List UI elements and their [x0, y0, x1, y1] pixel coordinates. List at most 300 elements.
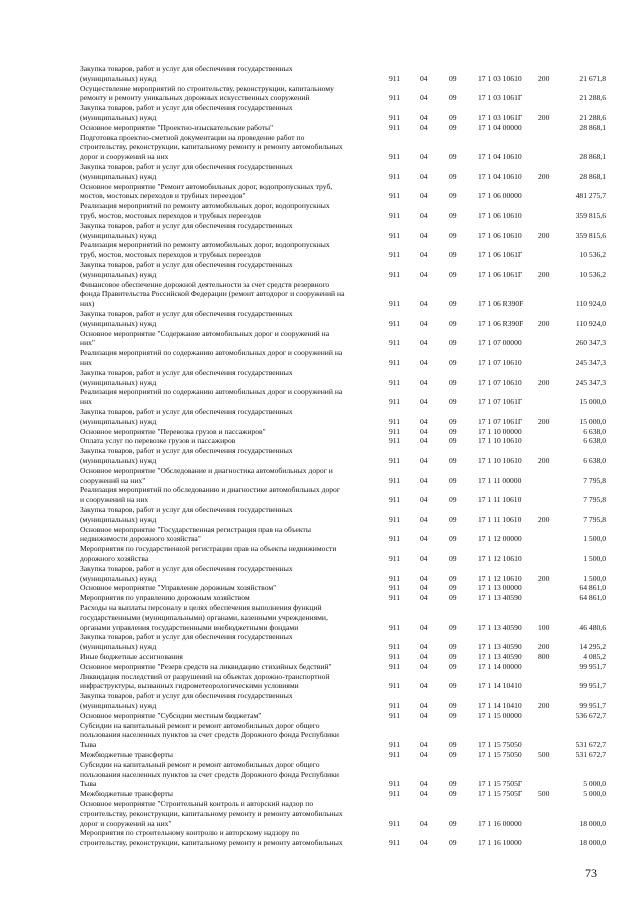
subsection-code: 09: [449, 426, 457, 436]
expense-type: 200: [538, 318, 550, 328]
section-code: 04: [420, 553, 428, 563]
target-article: 17 1 13 40590: [478, 652, 522, 661]
section-code: 04: [420, 269, 428, 279]
amount: 531 672,7: [575, 740, 606, 750]
admin-code: 911: [389, 318, 401, 328]
row-name-line: (муниципальных) нужд: [80, 377, 157, 387]
table-row: [0, 583, 640, 593]
table-row: [0, 799, 640, 828]
amount: 531 672,7: [575, 750, 606, 759]
target-article: 17 1 13 40590: [478, 642, 522, 652]
admin-code: 911: [389, 191, 401, 201]
subsection-code: 09: [449, 416, 457, 426]
section-code: 04: [420, 514, 428, 524]
row-name-line: Реализация мероприятий по ремонту автомобильных дорог, водопропускных: [80, 201, 330, 211]
amount: 28 868,1: [579, 171, 606, 181]
amount: 1 500,0: [583, 573, 606, 583]
target-article: 17 1 15 7505Г: [478, 779, 523, 789]
target-article: 17 1 13 40590: [478, 622, 522, 632]
target-article: 17 1 06 1061Г: [478, 250, 523, 260]
row-name-line: них: [80, 357, 92, 367]
table-row: [0, 466, 640, 486]
row-name: [80, 485, 380, 505]
table-row: [0, 672, 640, 692]
table-row: [0, 525, 640, 545]
row-name-line: Подготовка проектно-сметной документации на проведение работ по: [80, 132, 305, 142]
target-article: 17 1 12 00000: [478, 534, 522, 544]
row-name: [80, 525, 380, 545]
amount: 64 861,0: [579, 583, 606, 593]
target-article: 17 1 14 10410: [478, 681, 522, 691]
amount: 28 868,1: [579, 122, 606, 132]
row-name: [80, 583, 380, 593]
expense-type: 200: [538, 514, 550, 524]
row-name: [80, 64, 380, 84]
target-article: 17 1 13 00000: [478, 583, 522, 593]
section-code: 04: [420, 357, 428, 367]
amount: 18 000,0: [579, 818, 606, 828]
row-name-line: Ликвидация последствий от разрушений на объектах дорожно-транспортной: [80, 671, 330, 681]
subsection-code: 09: [449, 700, 457, 710]
admin-code: 911: [389, 838, 401, 848]
row-name-line: органами управления государственными внебюджетными фондами: [80, 622, 299, 632]
row-name-line: (муниципальных) нужд: [80, 269, 157, 279]
expense-type: 200: [538, 112, 550, 122]
amount: 99 951,7: [579, 700, 606, 710]
table-row: [0, 632, 640, 652]
table-row: [0, 162, 640, 182]
admin-code: 911: [389, 122, 401, 132]
target-article: 17 1 16 10000: [478, 838, 522, 848]
row-name: [80, 123, 380, 133]
section-code: 04: [420, 642, 428, 652]
row-name-line: государственными (муниципальными) органами, казенными учреждениями,: [80, 612, 328, 622]
table-row: [0, 485, 640, 505]
admin-code: 911: [389, 377, 401, 387]
row-name-line: Основное мероприятие "Проектно-изыскательские работы": [80, 122, 274, 132]
expense-type: 200: [538, 269, 550, 279]
target-article: 17 1 03 1061Г: [478, 112, 523, 122]
row-name-line: Основное мероприятие "Перевозка грузов и пассажиров": [80, 426, 266, 436]
admin-code: 911: [389, 210, 401, 220]
row-name-line: Закупка товаров, работ и услуг для обеспечения государственных: [80, 563, 293, 573]
target-article: 17 1 15 7505Г: [478, 789, 523, 799]
section-code: 04: [420, 779, 428, 789]
row-name-line: строительству, реконструкции, капитальному ремонту и ремонту автомобильных: [80, 838, 343, 848]
admin-code: 911: [389, 710, 401, 720]
target-article: 17 1 07 00000: [478, 338, 522, 348]
row-name: [80, 280, 380, 309]
admin-code: 911: [389, 171, 401, 181]
section-code: 04: [420, 112, 428, 122]
target-article: 17 1 06 1061Г: [478, 269, 523, 279]
expense-type: 200: [538, 642, 550, 652]
amount: 110 924,0: [575, 299, 606, 309]
subsection-code: 09: [449, 357, 457, 367]
amount: 1 500,0: [583, 534, 606, 544]
row-name-line: них": [80, 338, 96, 348]
admin-code: 911: [389, 73, 401, 83]
target-article: 17 1 04 10610: [478, 152, 522, 162]
section-code: 04: [420, 397, 428, 407]
row-name: [80, 348, 380, 368]
table-row: [0, 201, 640, 221]
row-name-line: (муниципальных) нужд: [80, 573, 157, 583]
admin-code: 911: [389, 700, 401, 710]
target-article: 17 1 14 10410: [478, 700, 522, 710]
row-name: [80, 133, 380, 162]
admin-code: 911: [389, 514, 401, 524]
row-name-line: Основное мероприятие "Государственная регистрация прав на объекты: [80, 524, 311, 534]
subsection-code: 09: [449, 436, 457, 446]
amount: 359 815,6: [575, 210, 606, 220]
amount: 14 295,2: [579, 642, 606, 652]
admin-code: 911: [389, 299, 401, 309]
expense-type: 200: [538, 573, 550, 583]
row-name: [80, 182, 380, 202]
row-name: [80, 672, 380, 692]
subsection-code: 09: [449, 642, 457, 652]
row-name-line: Реализация мероприятий по обследованию и диагностике автомобильных дорог: [80, 485, 340, 495]
admin-code: 911: [389, 357, 401, 367]
amount: 110 924,0: [575, 318, 606, 328]
expense-type: 200: [538, 377, 550, 387]
row-name-line: труб, мостов, мостовых переходов и трубных переездов: [80, 250, 261, 260]
section-code: 04: [420, 152, 428, 162]
row-name: [80, 407, 380, 427]
table-row: [0, 750, 640, 760]
amount: 99 951,7: [579, 681, 606, 691]
amount: 6 638,0: [583, 436, 606, 446]
row-name-line: Оплата услуг по перевозке грузов и пассажиров: [80, 436, 236, 446]
row-name-line: Иные бюджетные ассигнования: [80, 652, 183, 661]
subsection-code: 09: [449, 573, 457, 583]
row-name-line: Тыва: [80, 779, 97, 789]
admin-code: 911: [389, 583, 401, 593]
amount: 5 000,0: [583, 779, 606, 789]
row-name-line: Основное мероприятие "Резерв средств на ликвидацию стихийных бедствий": [80, 661, 332, 671]
row-name: [80, 632, 380, 652]
subsection-code: 09: [449, 593, 457, 603]
amount: 481 275,7: [575, 191, 606, 201]
row-name: [80, 799, 380, 828]
admin-code: 911: [389, 230, 401, 240]
amount: 15 000,0: [579, 416, 606, 426]
row-name: [80, 329, 380, 349]
row-name-line: Мероприятия по управлению дорожным хозяйством: [80, 593, 250, 603]
row-name-line: (муниципальных) нужд: [80, 416, 157, 426]
section-code: 04: [420, 583, 428, 593]
section-code: 04: [420, 416, 428, 426]
expense-type: 200: [538, 700, 550, 710]
table-row: [0, 691, 640, 711]
subsection-code: 09: [449, 397, 457, 407]
subsection-code: 09: [449, 171, 457, 181]
expense-type: 200: [538, 230, 550, 240]
row-name: [80, 162, 380, 182]
subsection-code: 09: [449, 112, 457, 122]
section-code: 04: [420, 622, 428, 632]
row-name-line: Межбюджетные трансферты: [80, 750, 173, 759]
row-name-line: (муниципальных) нужд: [80, 230, 157, 240]
section-code: 04: [420, 750, 428, 759]
subsection-code: 09: [449, 681, 457, 691]
amount: 7 795,8: [583, 495, 606, 505]
table-row: [0, 721, 640, 750]
table-row: [0, 564, 640, 584]
target-article: 17 1 15 75050: [478, 740, 522, 750]
amount: 10 536,2: [579, 269, 606, 279]
admin-code: 911: [389, 779, 401, 789]
target-article: 17 1 07 10610: [478, 377, 522, 387]
subsection-code: 09: [449, 210, 457, 220]
admin-code: 911: [389, 740, 401, 750]
target-article: 17 1 10 00000: [478, 426, 522, 436]
row-name-line: фонда Правительства Российской Федерации (ремонт автодорог и сооружений на: [80, 289, 345, 299]
row-name-line: (муниципальных) нужд: [80, 455, 157, 465]
amount: 536 672,7: [575, 710, 606, 720]
section-code: 04: [420, 700, 428, 710]
admin-code: 911: [389, 455, 401, 465]
section-code: 04: [420, 475, 428, 485]
row-name: [80, 760, 380, 789]
row-name-line: Закупка товаров, работ и услуг для обеспечения государственных: [80, 162, 293, 171]
target-article: 17 1 06 10610: [478, 230, 522, 240]
admin-code: 911: [389, 789, 401, 799]
subsection-code: 09: [449, 838, 457, 848]
section-code: 04: [420, 593, 428, 603]
subsection-code: 09: [449, 250, 457, 260]
table-row: [0, 309, 640, 329]
row-name-line: пользования населенных пунктов за счет средств Дорожного фонда Республики: [80, 769, 339, 779]
admin-code: 911: [389, 553, 401, 563]
row-name-line: Расходы на выплаты персоналу в целях обеспечения выполнения функций: [80, 603, 322, 612]
row-name: [80, 103, 380, 123]
section-code: 04: [420, 426, 428, 436]
table-row: [0, 427, 640, 437]
table-row: [0, 505, 640, 525]
table-row: [0, 387, 640, 407]
table-row: [0, 240, 640, 260]
admin-code: 911: [389, 642, 401, 652]
subsection-code: 09: [449, 73, 457, 83]
row-name-line: дорог и сооружений на них: [80, 152, 169, 162]
admin-code: 911: [389, 652, 401, 661]
table-row: [0, 662, 640, 672]
admin-code: 911: [389, 534, 401, 544]
admin-code: 911: [389, 416, 401, 426]
subsection-code: 09: [449, 495, 457, 505]
subsection-code: 09: [449, 191, 457, 201]
admin-code: 911: [389, 573, 401, 583]
admin-code: 911: [389, 152, 401, 162]
row-name-line: Закупка товаров, работ и услуг для обеспечения государственных: [80, 632, 293, 642]
subsection-code: 09: [449, 152, 457, 162]
target-article: 17 1 15 00000: [478, 710, 522, 720]
amount: 245 347,3: [575, 377, 606, 387]
table-row: [0, 828, 640, 848]
expense-type: 800: [538, 652, 550, 661]
section-code: 04: [420, 171, 428, 181]
subsection-code: 09: [449, 534, 457, 544]
row-name: [80, 505, 380, 525]
subsection-code: 09: [449, 789, 457, 799]
page-number: 73: [585, 866, 597, 880]
row-name-line: Основное мероприятие "Ремонт автомобильных дорог, водопропускных труб,: [80, 181, 333, 191]
section-code: 04: [420, 338, 428, 348]
target-article: 17 1 07 1061Г: [478, 397, 523, 407]
subsection-code: 09: [449, 818, 457, 828]
row-name: [80, 750, 380, 760]
row-name-line: Реализация мероприятий по ремонту автомобильных дорог, водопропускных: [80, 240, 330, 250]
admin-code: 911: [389, 593, 401, 603]
row-name-line: сооружений на них": [80, 475, 146, 485]
row-name: [80, 309, 380, 329]
row-name-line: Основное мероприятие "Обследование и диагностика автомобильных дорог и: [80, 465, 333, 475]
admin-code: 911: [389, 475, 401, 485]
row-name-line: (муниципальных) нужд: [80, 73, 157, 83]
section-code: 04: [420, 818, 428, 828]
row-name-line: Мероприятия по государственной регистрации прав на объекты недвижимости: [80, 544, 337, 554]
row-name: [80, 368, 380, 388]
amount: 7 795,8: [583, 514, 606, 524]
target-article: 17 1 14 00000: [478, 661, 522, 671]
row-name-line: Субсидии на капитальный ремонт и ремонт автомобильных дорог общего: [80, 720, 320, 730]
amount: 359 815,6: [575, 230, 606, 240]
amount: 21 288,6: [579, 93, 606, 103]
table-row: [0, 593, 640, 603]
table-row: [0, 280, 640, 309]
row-name-line: Осуществление мероприятий по строительству, реконструкции, капитальному: [80, 83, 334, 93]
subsection-code: 09: [449, 652, 457, 661]
table-row: [0, 789, 640, 799]
row-name: [80, 789, 380, 799]
row-name-line: Межбюджетные трансферты: [80, 789, 173, 799]
row-name: [80, 84, 380, 104]
target-article: 17 1 06 R390F: [478, 299, 524, 309]
subsection-code: 09: [449, 553, 457, 563]
amount: 1 500,0: [583, 553, 606, 563]
section-code: 04: [420, 191, 428, 201]
table-row: [0, 603, 640, 632]
row-name-line: и сооружений на них: [80, 495, 149, 505]
expense-type: 200: [538, 73, 550, 83]
admin-code: 911: [389, 495, 401, 505]
row-name-line: Реализация мероприятий по содержанию автомобильных дорог и сооружений на: [80, 387, 343, 397]
table-row: [0, 544, 640, 564]
section-code: 04: [420, 789, 428, 799]
expense-type: 100: [538, 622, 550, 632]
row-name-line: Финансовое обеспечение дорожной деятельности за счет средств резервного: [80, 279, 330, 289]
row-name: [80, 711, 380, 721]
subsection-code: 09: [449, 740, 457, 750]
table-row: [0, 760, 640, 789]
target-article: 17 1 03 10610: [478, 73, 522, 83]
target-article: 17 1 06 00000: [478, 191, 522, 201]
admin-code: 911: [389, 681, 401, 691]
admin-code: 911: [389, 426, 401, 436]
row-name: [80, 436, 380, 446]
admin-code: 911: [389, 112, 401, 122]
target-article: 17 1 03 1061Г: [478, 93, 523, 103]
row-name-line: (муниципальных) нужд: [80, 318, 157, 328]
subsection-code: 09: [449, 299, 457, 309]
subsection-code: 09: [449, 622, 457, 632]
row-name-line: (муниципальных) нужд: [80, 700, 157, 710]
table-row: [0, 368, 640, 388]
row-name-line: Закупка товаров, работ и услуг для обеспечения государственных: [80, 505, 293, 514]
row-name: [80, 603, 380, 632]
table-row: [0, 221, 640, 241]
row-name: [80, 240, 380, 260]
table-row: [0, 133, 640, 162]
subsection-code: 09: [449, 338, 457, 348]
target-article: 17 1 06 R390F: [478, 318, 524, 328]
row-name-line: Закупка товаров, работ и услуг для обеспечения государственных: [80, 260, 293, 269]
row-name: [80, 427, 380, 437]
subsection-code: 09: [449, 230, 457, 240]
amount: 46 480,6: [579, 622, 606, 632]
row-name-line: дорог и сооружений на них": [80, 818, 172, 828]
section-code: 04: [420, 455, 428, 465]
table-row: [0, 407, 640, 427]
row-name: [80, 544, 380, 564]
section-code: 04: [420, 210, 428, 220]
section-code: 04: [420, 710, 428, 720]
row-name: [80, 721, 380, 750]
subsection-code: 09: [449, 377, 457, 387]
row-name-line: них: [80, 397, 92, 407]
expense-type: 200: [538, 416, 550, 426]
row-name: [80, 593, 380, 603]
amount: 4 085,2: [583, 652, 606, 661]
target-article: 17 1 04 00000: [478, 122, 522, 132]
row-name-line: строительству, реконструкции, капитальному ремонту и ремонту автомобильных: [80, 808, 343, 818]
section-code: 04: [420, 377, 428, 387]
section-code: 04: [420, 73, 428, 83]
row-name: [80, 446, 380, 466]
target-article: 17 1 11 00000: [478, 475, 522, 485]
admin-code: 911: [389, 338, 401, 348]
amount: 28 868,1: [579, 152, 606, 162]
target-article: 17 1 06 10610: [478, 210, 522, 220]
section-code: 04: [420, 122, 428, 132]
expense-type: 500: [538, 789, 550, 799]
subsection-code: 09: [449, 750, 457, 759]
target-article: 17 1 11 10610: [478, 495, 522, 505]
section-code: 04: [420, 318, 428, 328]
section-code: 04: [420, 93, 428, 103]
subsection-code: 09: [449, 122, 457, 132]
subsection-code: 09: [449, 779, 457, 789]
section-code: 04: [420, 573, 428, 583]
row-name-line: Закупка товаров, работ и услуг для обеспечения государственных: [80, 446, 293, 456]
section-code: 04: [420, 534, 428, 544]
subsection-code: 09: [449, 710, 457, 720]
section-code: 04: [420, 740, 428, 750]
row-name-line: Основное мероприятие "Строительный контроль и авторский надзор по: [80, 799, 314, 808]
table-row: [0, 329, 640, 349]
target-article: 17 1 07 10610: [478, 357, 522, 367]
row-name-line: Закупка товаров, работ и услуг для обеспечения государственных: [80, 64, 293, 73]
admin-code: 911: [389, 661, 401, 671]
section-code: 04: [420, 652, 428, 661]
section-code: 04: [420, 681, 428, 691]
table-row: [0, 348, 640, 368]
target-article: 17 1 16 00000: [478, 818, 522, 828]
row-name: [80, 691, 380, 711]
subsection-code: 09: [449, 318, 457, 328]
